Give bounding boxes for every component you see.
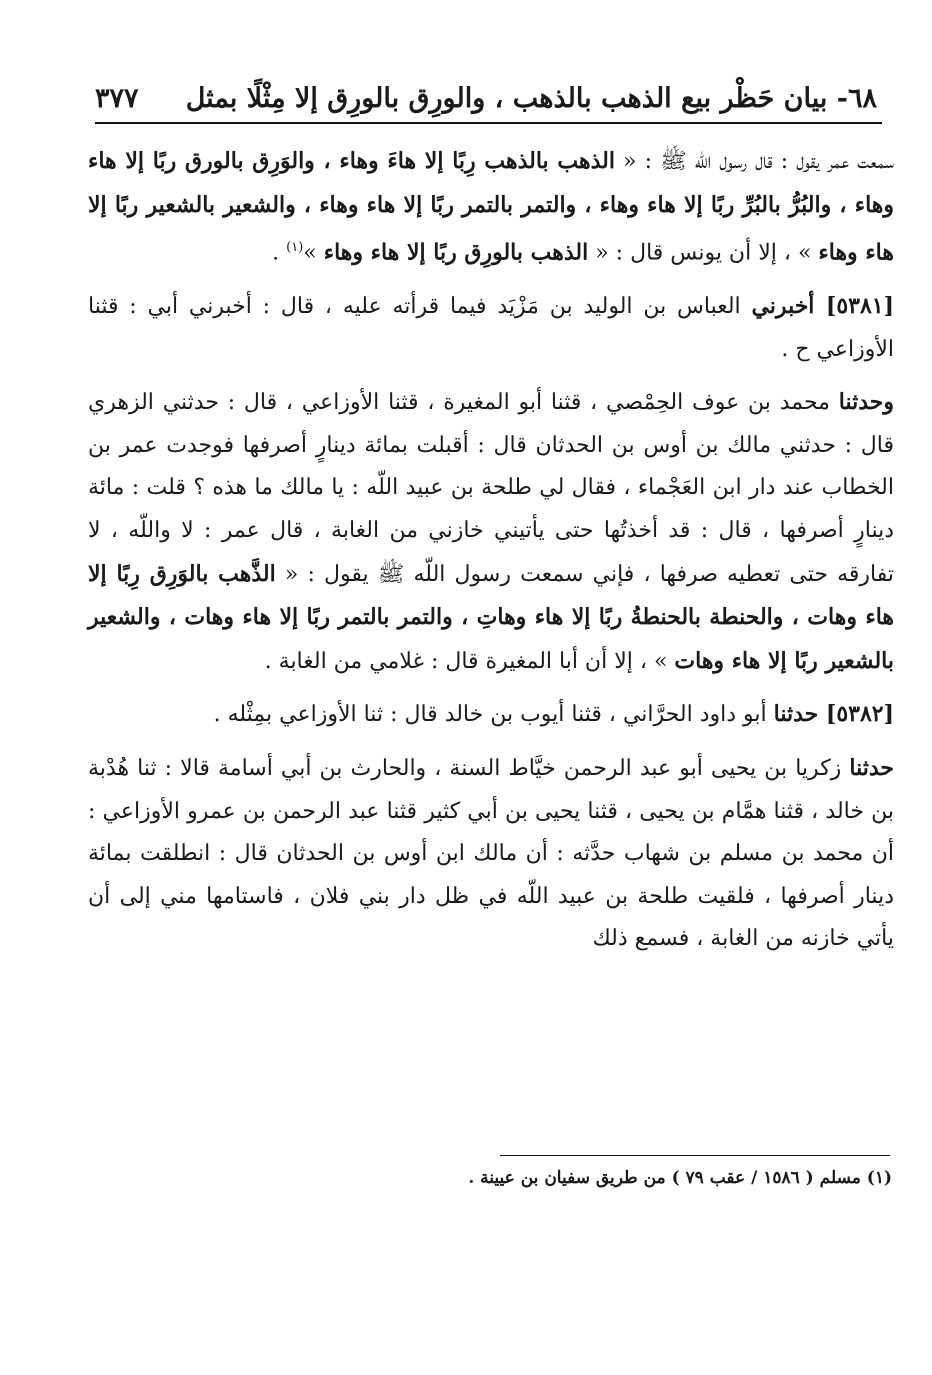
text-segment: أبو داود الحرَّاني ، قثنا أيوب بن خالد قال : ثنا الأوزاعي بمِثْله . xyxy=(213,702,774,728)
hadith-text: الذهب بالورِق ربًا إلا هاء وهاء xyxy=(323,239,589,266)
narration-keyword: حدثنا xyxy=(849,755,894,782)
hadith-number: [٥٣٨٢] xyxy=(818,701,894,728)
text-segment: سمعت عمر يقول : قال رسول اللّه ﷺ : « xyxy=(614,149,894,174)
paragraph-hadith-1 xyxy=(88,140,894,275)
footnote: (١) مسلم ( ١٥٨٦ / عقب ٧٩ ) من طريق سفيان بن عيينة . xyxy=(468,1168,892,1188)
narration-keyword: أخبرني xyxy=(751,293,815,320)
chapter-title: ٦٨- بيان حَظْر بيع الذهب بالذهب ، والورِق بالورِق إلا مِثْلًا بمثل xyxy=(185,83,877,114)
text-segment: » xyxy=(303,240,324,266)
hadith-number: [٥٣٨١] xyxy=(814,293,894,320)
paragraph-hadith-2 xyxy=(88,381,894,683)
text-segment: . xyxy=(272,240,287,266)
text-segment: » ، إلا أن أبا المغيرة قال : غلامي من الغابة . xyxy=(264,648,675,674)
text-segment: زكريا بن يحيى أبو عبد الرحمن خيَّاط السنة ، والحارث بن أبي أسامة قالا : ثنا هُدْبة بن خالد ، قثنا همَّام بن يحيى ، قثنا يحيى بن أبي كثير قثنا عبد الرحمن بن عمرو الأوزاعي : أن محمد بن مسلم بن شهاب حدَّثه : أن مالك ابن أوس بن الحدثان قال : انطلقت بمائة دينار أصرفها ، فلقيت طلحة بن عبيد اللّه في ظل دار بني فلان ، فاستامها مني إلى أن يأتي خازنه من الغابة ، فسمع ذلك xyxy=(88,756,894,952)
narration-keyword: وحدثنا xyxy=(838,389,894,416)
narration-keyword: حدثنا xyxy=(773,701,819,728)
main-text xyxy=(88,140,894,961)
paragraph-5381 xyxy=(88,285,894,371)
text-segment: العباس بن الوليد بن مَزْيَد فيما قرأته عليه ، قال : أخبرني أبي : قثنا الأوزاعي ح . xyxy=(88,294,894,362)
footnote-marker: (١) xyxy=(286,240,304,256)
footnote-divider xyxy=(500,1155,890,1156)
page-header xyxy=(95,62,877,112)
hadith-text: الذَّهب بالوَرِق رِبًا إلا هاء وهات ، والحنطة بالحنطةُ ربًا إلا هاء وهاتِ ، والتمر بالتمر ربًا إلا هاء وهات ، والشعير بالشعير ربًا إلا هاء وهات xyxy=(88,560,894,674)
text-segment: » ، إلا أن يونس قال : « xyxy=(588,240,819,266)
paragraph-5382 xyxy=(88,693,894,737)
page-number: ٣٧٧ xyxy=(95,83,139,114)
paragraph-hadith-3 xyxy=(88,747,894,961)
hadith-text: الذهب بالذهب رِبًا إلا هاءَ وهاء ، والوَرِق بالورق ربًا إلا هاء وهاء ، والبُرُّ بالبُرِّ ربًا إلا هاء وهاء ، والتمر بالتمر ربًا إلا هاء وهاء ، والشعير بالشعير ربًا إلا هاء وهاء xyxy=(88,148,894,266)
header-divider xyxy=(95,122,882,124)
text-segment: محمد بن عوف الحِمْصي ، قثنا أبو المغيرة ، قثنا الأوزاعي ، قال : حدثني الزهري قال : حدثني مالك بن أوس بن الحدثان قال : أقبلت بمائة دينارٍ أصرفها فوجدت عمر بن الخطاب عند دار ابن العَجْماء ، فقال لي طلحة بن عبيد اللّه : يا مالك ما هذه ؟ قلت : مائة دينارٍ أصرفها ، قال : قد أخذتُها حتى يأتيني خازني من الغابة ، قال عمر : لا واللّه ، لا تفارقه حتى تعطيه صرفها ، فإني سمعت رسول اللّه ﷺ يقول : « xyxy=(88,390,894,587)
